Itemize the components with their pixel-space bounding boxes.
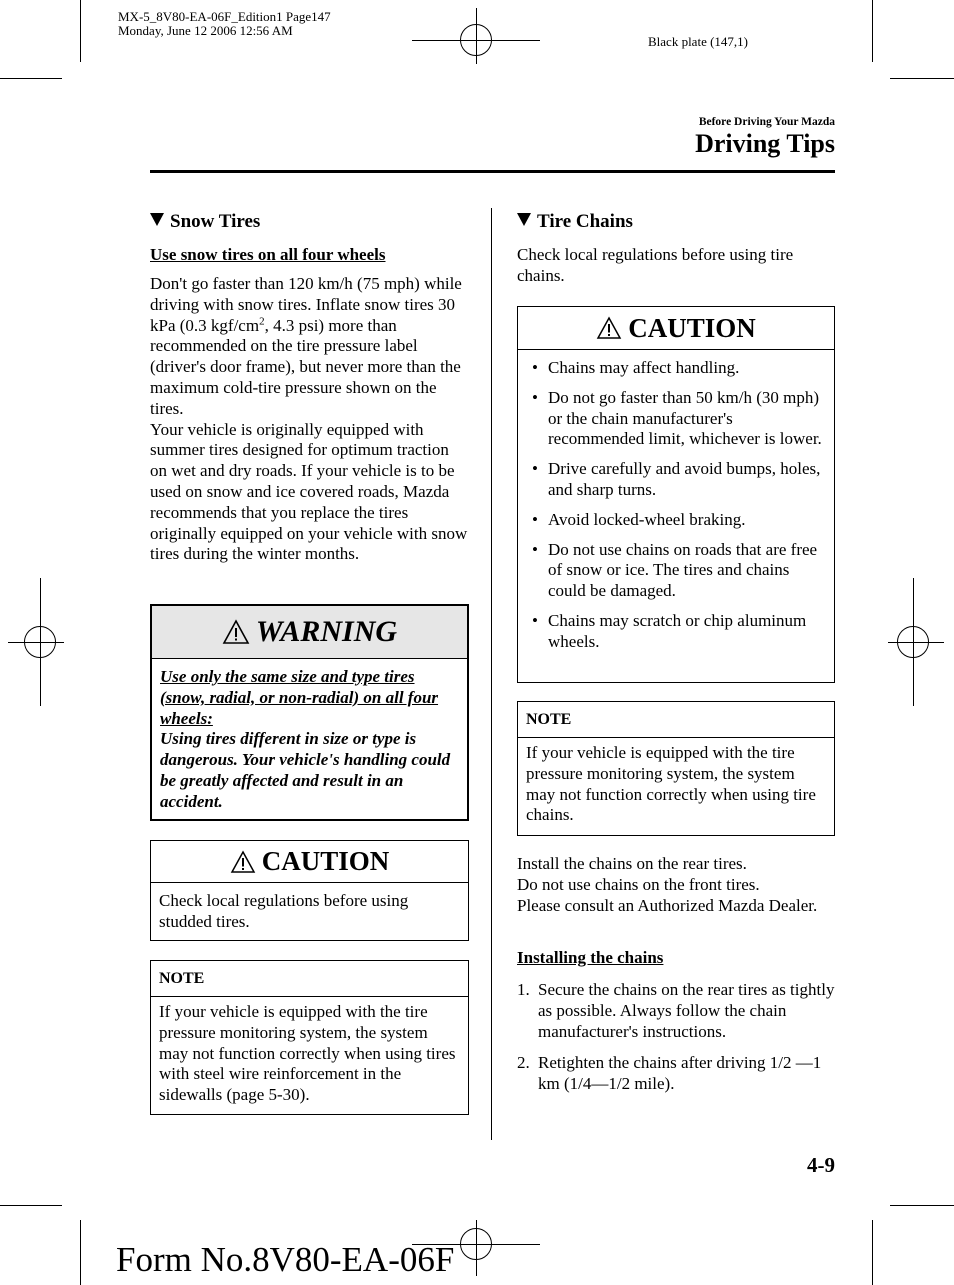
install-paragraph: [517, 854, 835, 916]
step-number: 1.: [517, 980, 530, 999]
note-text: If your vehicle is equipped with the tire pressure monitoring system, the system may not function correctly when using tire chains.: [526, 743, 816, 825]
section-title-tire-chains: Tire Chains: [517, 211, 633, 233]
install-line: Install the chains on the rear tires.: [517, 854, 747, 873]
warning-lead: Use only the same size and type tires (snow, radial, or non-radial) on all four wheels:: [160, 667, 439, 728]
note-box-left: [150, 960, 469, 1115]
install-line: Do not use chains on the front tires.: [517, 874, 760, 894]
list-item: [517, 1053, 835, 1095]
caution-box-studded: [150, 840, 469, 941]
warning-body: [152, 659, 467, 825]
caution-header: [151, 841, 468, 883]
install-line: Please consult an Authorized Mazda Dealer.: [517, 895, 818, 915]
date-line: Monday, June 12 2006 12:56 AM: [118, 23, 293, 38]
caution-text: Check local regulations before using studded tires.: [159, 891, 409, 931]
caution-triangle-icon: [230, 850, 256, 874]
caution-title: CAUTION: [628, 312, 756, 343]
warning-text: Using tires different in size or type is dangerous. Your vehicle's handling could be greatly affected and result in an accident.: [160, 729, 451, 811]
note-title: NOTE: [518, 702, 834, 738]
caution-list: [518, 358, 826, 653]
tire-chains-intro: Check local regulations before using tire chains.: [517, 245, 794, 285]
list-item: [517, 980, 835, 1042]
step-text: Secure the chains on the rear tires as tightly as possible. Always follow the chain manufacturer's instructions.: [538, 980, 835, 1041]
list-item: • Chains may affect handling.: [518, 358, 826, 379]
list-item: • Chains may scratch or chip aluminum wheels.: [518, 611, 826, 653]
note-box-right: [517, 701, 835, 836]
step-text: Retighten the chains after driving 1/2 ―1 km (1/4―1/2 mile).: [538, 1053, 822, 1094]
list-item: • Avoid locked-wheel braking.: [518, 510, 826, 531]
file-line: MX-5_8V80-EA-06F_Edition1 Page147: [118, 9, 331, 24]
snow-tires-paragraph: Don't go faster than 120 km/h (75 mph) while driving with snow tires. Inflate snow tires 30 kPa (0.3 kgf/$cm^2$, 4.3 psi) more than recommended on the tire pressure label (driver's door frame), but never more than the maximum cold-tire pressure shown on the tires. Your vehicle is originally equipped with summer tires designed for optimum traction on wet and dry roads. If your vehicle is to be used on snow and ice covered roads, Mazda recommends that you replace the tires originally equipped on your vehicle with snow tires during the winter months.: [150, 274, 468, 564]
chapter-label: Before Driving Your Mazda: [698, 116, 835, 128]
header-rule: [150, 170, 835, 173]
warning-triangle-icon: [222, 619, 250, 645]
triangle-down-icon: [517, 213, 531, 226]
subheading-snow: Use snow tires on all four wheels: [150, 245, 386, 264]
steps-list: [517, 980, 835, 1095]
warning-box: [150, 604, 469, 821]
list-item: • Drive carefully and avoid bumps, holes, and sharp turns.: [518, 459, 826, 501]
caution-box-chains: [517, 306, 835, 683]
list-item: • Do not go faster than 50 km/h (30 mph) or the chain manufacturer's recommended limit, whichever is lower.: [518, 388, 826, 450]
page-title: Driving Tips: [695, 129, 835, 158]
warning-title: WARNING: [255, 615, 398, 648]
caution-title: CAUTION: [261, 846, 390, 876]
note-title: NOTE: [151, 961, 468, 997]
print-meta: [118, 10, 331, 38]
column-divider: [491, 208, 492, 1140]
install-steps: [517, 980, 835, 1106]
page-number: 4-9: [807, 1153, 835, 1177]
note-text: If your vehicle is equipped with the tire pressure monitoring system, the system may not function correctly when using tires with steel wire reinforcement in the sidewalls (page 5-30).: [159, 1002, 456, 1105]
form-number: Form No.8V80-EA-06F: [116, 1240, 455, 1279]
section-title-snow-tires: Snow Tires: [150, 211, 260, 233]
triangle-down-icon: [150, 213, 164, 226]
warning-header: [152, 606, 467, 659]
plate-label: Black plate (147,1): [648, 34, 748, 49]
step-number: 2.: [517, 1053, 530, 1073]
subheading-installing: Installing the chains: [517, 948, 664, 967]
caution-list-container: [518, 350, 834, 663]
list-item: • Do not use chains on roads that are free of snow or ice. The tires and chains could be damaged.: [518, 540, 826, 602]
caution-triangle-icon: [596, 316, 622, 340]
caution-header: [518, 307, 834, 350]
